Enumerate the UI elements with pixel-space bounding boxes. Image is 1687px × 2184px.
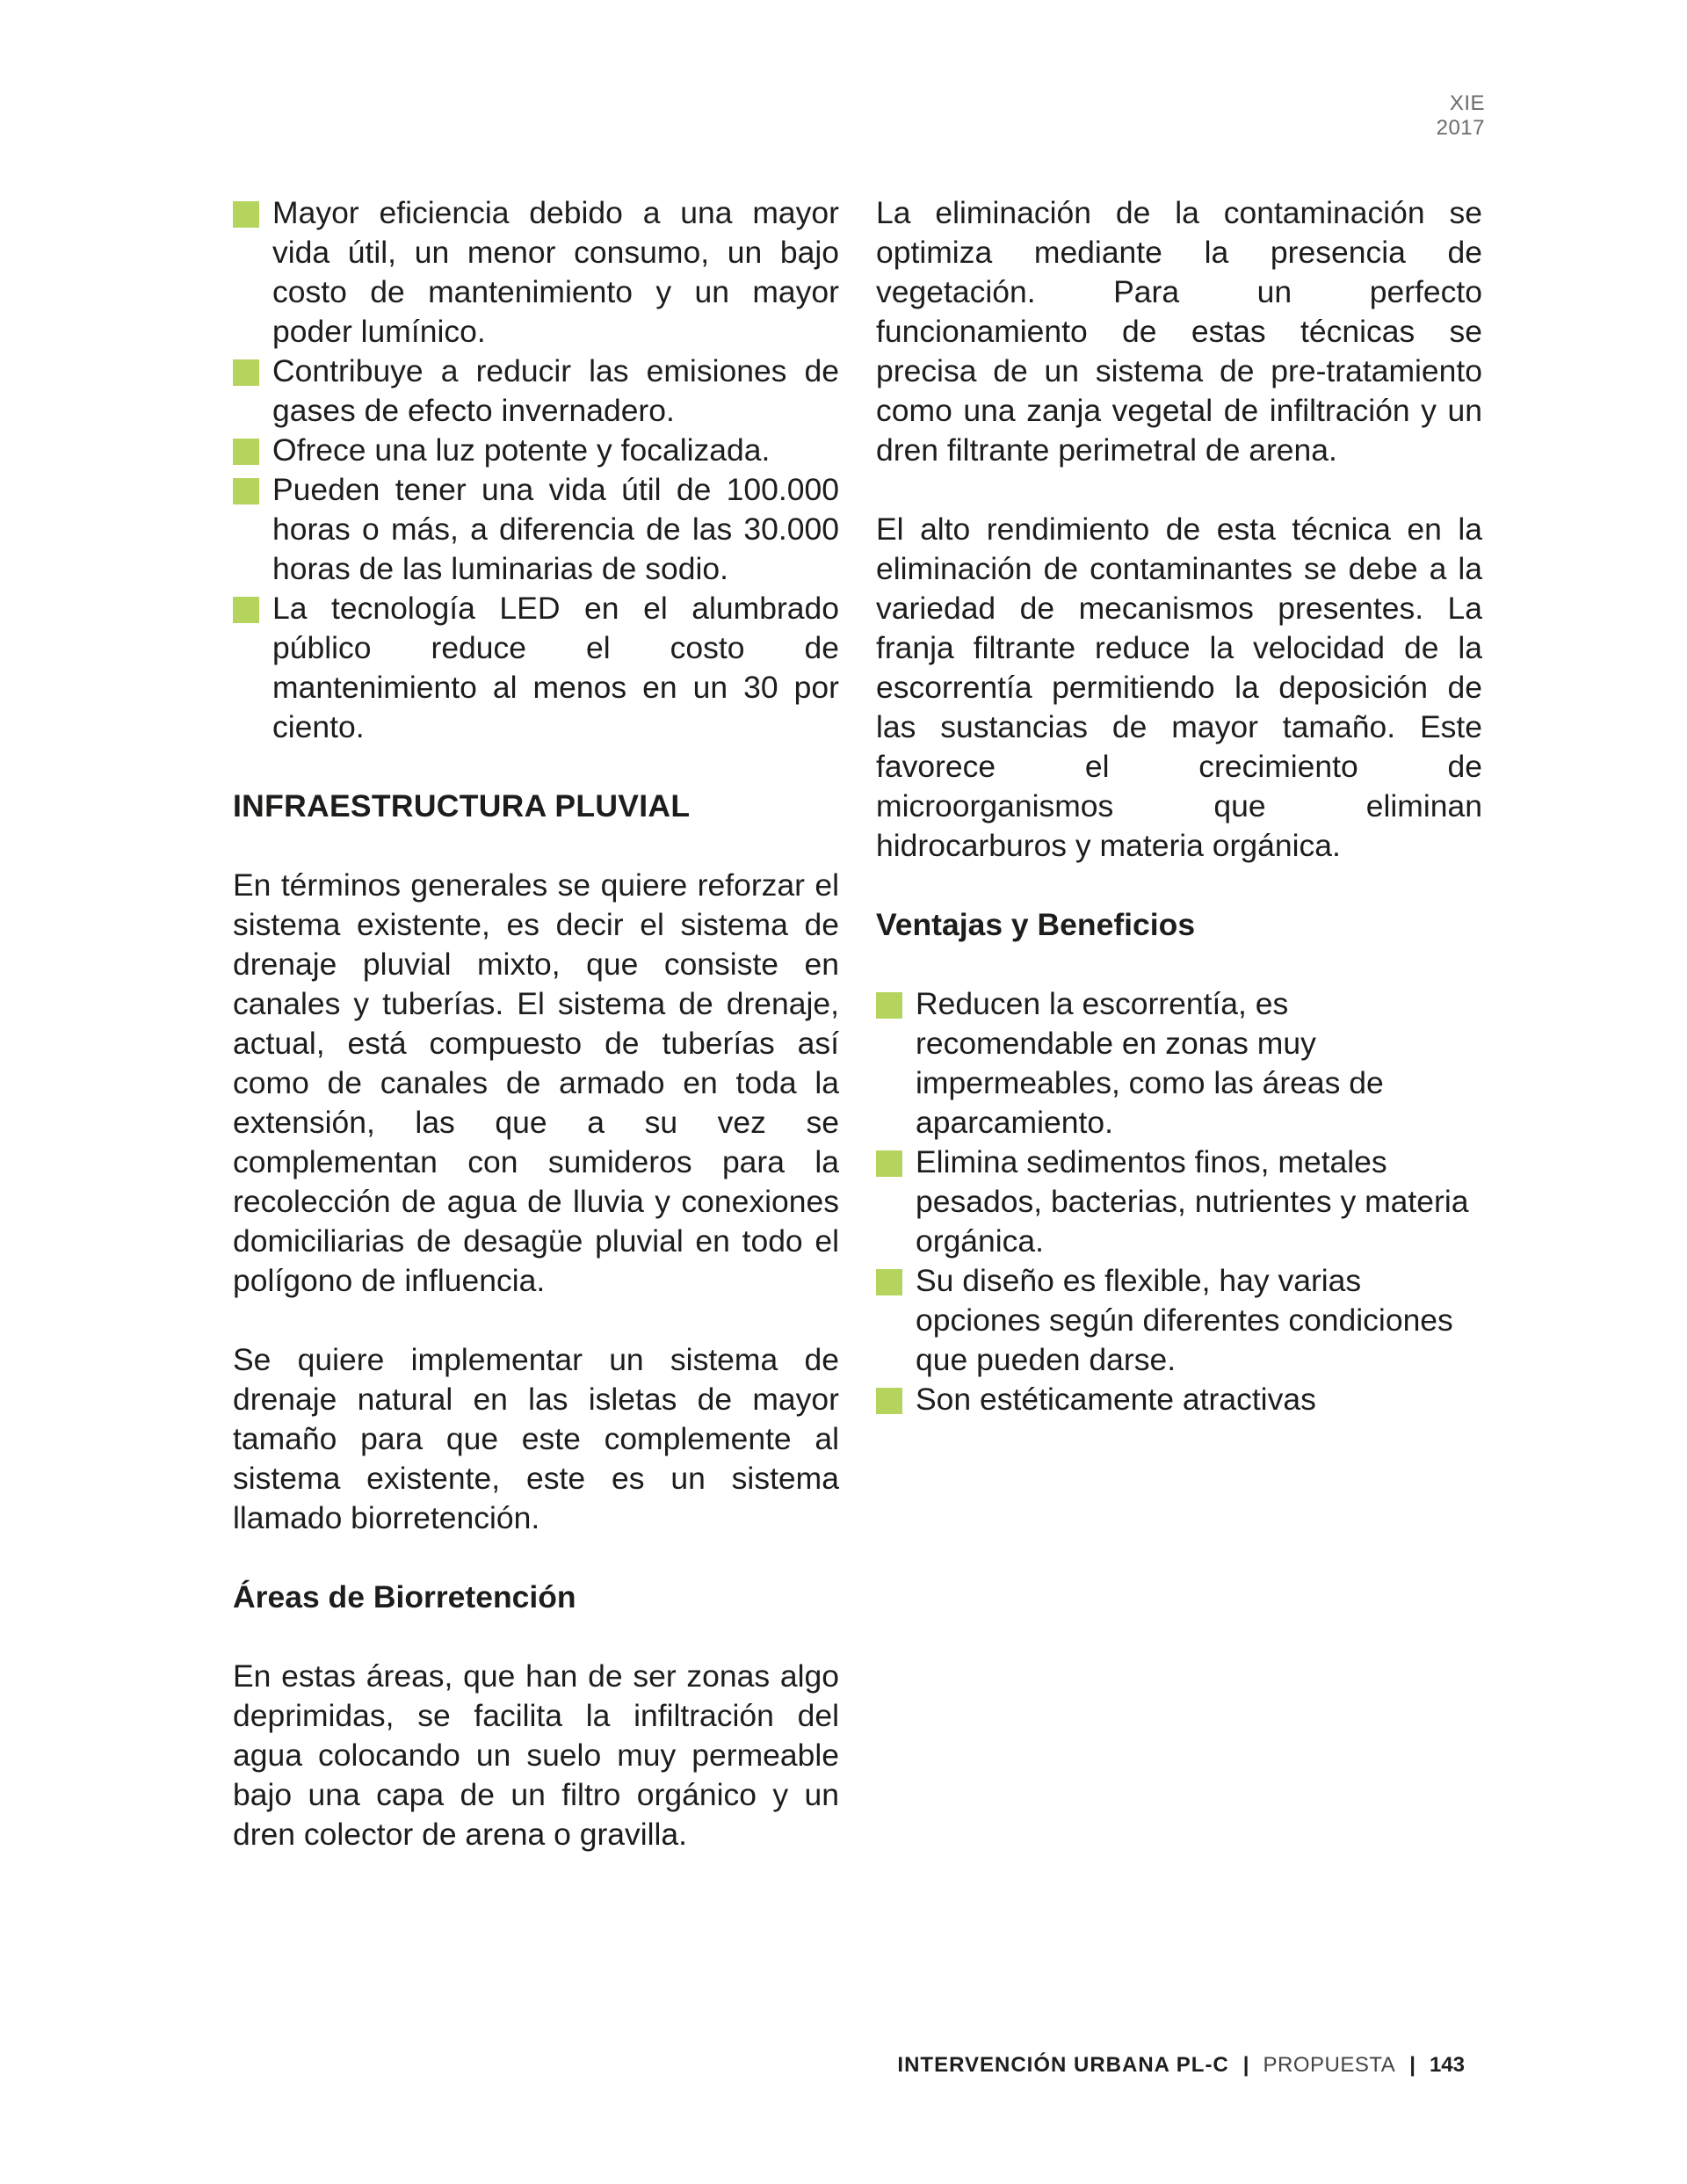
bullet-square-icon (233, 201, 259, 228)
bullet-square-icon (876, 1269, 902, 1295)
list-item-text: Son estéticamente atractivas (916, 1382, 1316, 1417)
paragraph-alto-rendimiento: El alto rendimiento de esta técnica en la eliminación de contaminantes se debe a la variedad de mecanismos presentes. La franja filtrante reduce la velocidad de la escorrentía permitiendo la deposición de las sustancias de mayor tamaño. Este favorece el crecimiento de microorganismos que eliminan hidrocarburos y materia orgánica. (876, 512, 1482, 863)
list-item-text: Pueden tener una vida útil de 100.000 horas o más, a diferencia de las 30.000 horas de las luminarias de sodio. (272, 472, 839, 586)
list-item (233, 352, 839, 431)
bullet-square-icon (233, 439, 259, 465)
list-item-text: Elimina sedimentos finos, metales pesados, bacterias, nutrientes y materia orgánica. (916, 1144, 1469, 1259)
list-item-text: La tecnología LED en el alumbrado público reduce el costo de mantenimiento al menos en un 30 por ciento. (272, 591, 839, 744)
list-item (876, 984, 1482, 1143)
page-footer (897, 2048, 1465, 2083)
paragraph-drenaje-natural: Se quiere implementar un sistema de drenaje natural en las isletas de mayor tamaño para que este complemente al sistema existente, este es un sistema llamado biorretención. (233, 1342, 839, 1535)
header-code: XIE 2017 (1436, 91, 1485, 140)
bullet-square-icon (876, 1150, 902, 1177)
section-heading-infraestructura: INFRAESTRUCTURA PLUVIAL (233, 788, 691, 824)
list-item (876, 1261, 1482, 1380)
paragraph-sistema-existente: En términos generales se quiere reforzar el sistema existente, es decir el sistema de drenaje pluvial mixto, que consiste en canales y tuberías. El sistema de drenaje, actual, está compuesto de tuberías así como de canales de armado en toda la extensión, las que a su vez se complementan con sumideros para la recolección de agua de lluvia y conexiones domiciliarias de desagüe pluvial en todo el polígono de influencia. (233, 867, 839, 1298)
footer-separator: | (1409, 2053, 1415, 2077)
right-column (876, 193, 1482, 1419)
footer-project-title: INTERVENCIÓN URBANA PL-C (897, 2053, 1229, 2077)
list-item (233, 193, 839, 352)
led-benefits-list (233, 193, 839, 747)
subheading-ventajas: Ventajas y Beneficios (876, 907, 1196, 942)
list-item-text: Reducen la escorrentía, es recomendable en zonas muy impermeables, como las áreas de aparcamiento. (916, 986, 1384, 1140)
list-item (876, 1380, 1482, 1419)
list-item-text: Mayor eficiencia debido a una mayor vida útil, un menor consumo, un bajo costo de mantenimiento y un mayor poder lumínico. (272, 195, 839, 349)
bullet-square-icon (876, 1388, 902, 1414)
bullet-square-icon (876, 992, 902, 1019)
list-item (233, 470, 839, 589)
paragraph-eliminacion-contaminacion: La eliminación de la contaminación se optimiza mediante la presencia de vegetación. Para un perfecto funcionamiento de estas técnicas se precisa de un sistema de pre-tratamiento como una zanja vegetal de infiltración y un dren filtrante perimetral de arena. (876, 195, 1482, 468)
list-item (233, 589, 839, 747)
footer-separator: | (1242, 2053, 1249, 2077)
list-item-text: Ofrece una luz potente y focalizada. (272, 432, 771, 468)
paragraph-areas-biorretencion: En estas áreas, que han de ser zonas algo deprimidas, se facilita la infiltración del agua colocando un suelo muy permeable bajo una capa de un filtro orgánico y un dren colector de arena o gravilla. (233, 1658, 839, 1852)
footer-section: PROPUESTA (1263, 2053, 1396, 2077)
bullet-square-icon (233, 597, 259, 623)
left-column (233, 193, 839, 1854)
list-item (876, 1143, 1482, 1261)
bullet-square-icon (233, 359, 259, 386)
list-item-text: Contribuye a reducir las emisiones de gases de efecto invernadero. (272, 353, 839, 428)
list-item (233, 431, 839, 470)
bullet-square-icon (233, 478, 259, 504)
subheading-biorretencion: Áreas de Biorretención (233, 1579, 576, 1614)
list-item-text: Su diseño es flexible, hay varias opciones según diferentes condiciones que pueden darse. (916, 1263, 1453, 1377)
page-number: 143 (1429, 2053, 1465, 2077)
ventajas-list (876, 984, 1482, 1419)
